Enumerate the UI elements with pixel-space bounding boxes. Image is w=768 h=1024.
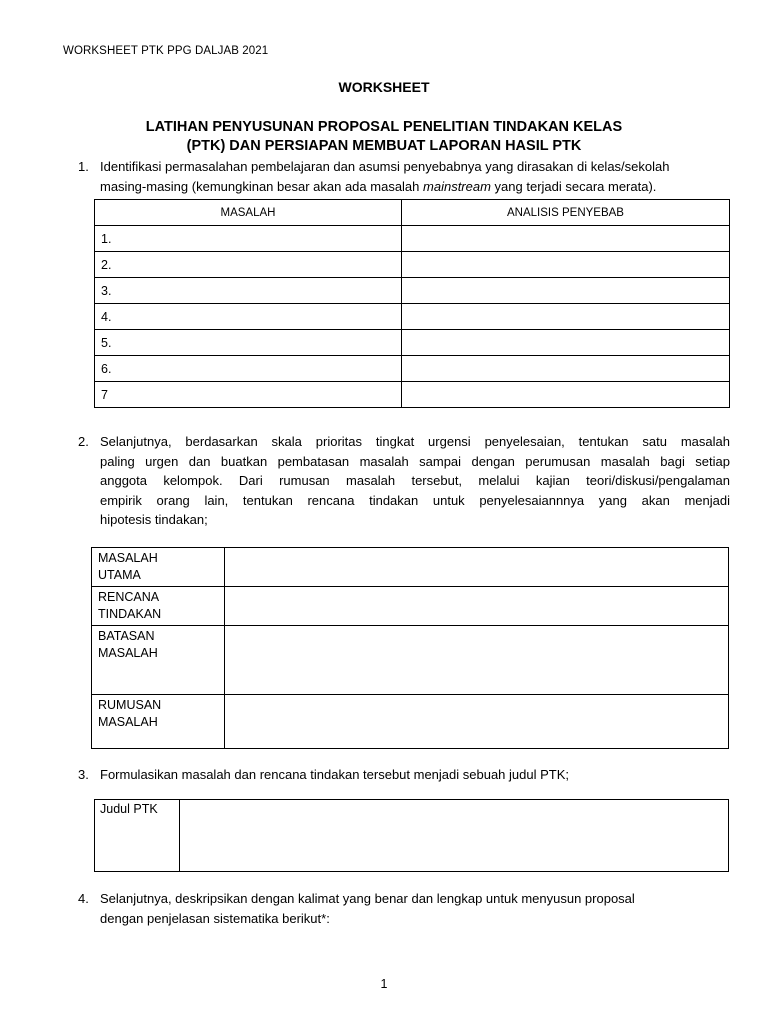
table-row <box>92 695 729 749</box>
instruction-4-line-2: dengan penjelasan sistematika berikut*: <box>100 910 330 926</box>
table-row <box>95 304 730 330</box>
table-row <box>95 278 730 304</box>
analysis-cell[interactable] <box>402 382 730 408</box>
label-rencana-tindakan <box>92 587 225 626</box>
label-line: RENCANA <box>98 590 160 604</box>
instruction-2-line: anggota kelompok. Dari rumusan masalah tersebut, melalui kajian teori/diskusi/pengalaman <box>100 473 730 488</box>
row-number-cell: 6. <box>95 356 402 382</box>
label-line: TINDAKAN <box>98 607 162 621</box>
instruction-4 <box>78 889 730 928</box>
instruction-3-text: Formulasikan masalah dan rencana tindakan tersebut menjadi sebuah judul PTK; <box>100 767 569 782</box>
page-number: 1 <box>380 977 388 991</box>
analysis-cell[interactable] <box>402 356 730 382</box>
subtitle-line-1: LATIHAN PENYUSUNAN PROPOSAL PENELITIAN TINDAKAN KELAS <box>145 119 623 135</box>
label-rumusan-masalah <box>92 695 225 749</box>
instruction-2-line: empirik orang lain, tentukan rencana tindakan untuk penyelesaiannnya yang akan menjadi <box>100 492 730 508</box>
masalah-utama-field[interactable] <box>225 548 729 587</box>
label-line: BATASAN <box>98 629 155 643</box>
instruction-2-line: Selanjutnya, berdasarkan skala prioritas tingkat urgensi penyelesaian, tentukan satu masalah <box>100 434 730 449</box>
instruction-3-number: 3. <box>78 767 89 782</box>
rumusan-masalah-field[interactable] <box>225 695 729 749</box>
column-header-analisis: ANALISIS PENYEBAB <box>402 200 730 226</box>
label-judul-ptk: Judul PTK <box>95 800 180 872</box>
label-line: RUMUSAN <box>98 698 162 712</box>
subtitle-line-2: (PTK) DAN PERSIAPAN MEMBUAT LAPORAN HASIL PTK <box>186 138 582 154</box>
label-line: UTAMA <box>98 568 141 582</box>
judul-ptk-field[interactable] <box>180 800 729 872</box>
instruction-1 <box>78 157 730 196</box>
batasan-masalah-field[interactable] <box>225 626 729 695</box>
table-row <box>95 330 730 356</box>
analysis-cell[interactable] <box>402 226 730 252</box>
column-header-masalah: MASALAH <box>95 200 402 226</box>
table-row <box>95 226 730 252</box>
instruction-2-line: paling urgen dan buatkan pembatasan masalah sampai dengan perumusan masalah bagi setiap <box>100 453 730 469</box>
research-title-table <box>94 799 729 872</box>
instruction-2-line: hipotesis tindakan; <box>100 512 208 527</box>
table-header-row <box>95 200 730 226</box>
table-row <box>95 252 730 278</box>
table-row <box>92 587 729 626</box>
analysis-cell[interactable] <box>402 304 730 330</box>
analysis-cell[interactable] <box>402 278 730 304</box>
label-masalah-utama <box>92 548 225 587</box>
rencana-tindakan-field[interactable] <box>225 587 729 626</box>
label-line: MASALAH <box>98 551 158 565</box>
label-line: MASALAH <box>98 646 158 660</box>
instruction-2 <box>78 432 730 530</box>
row-number-cell: 3. <box>95 278 402 304</box>
instruction-3 <box>78 765 730 785</box>
label-line: MASALAH <box>98 715 158 729</box>
instruction-1-number: 1. <box>78 159 89 174</box>
analysis-cell[interactable] <box>402 252 730 278</box>
running-header: WORKSHEET PTK PPG DALJAB 2021 <box>63 45 269 57</box>
action-plan-table <box>91 547 729 749</box>
table-row <box>95 800 729 872</box>
table-row <box>95 356 730 382</box>
problem-analysis-table <box>94 199 730 408</box>
row-number-cell: 7 <box>95 382 402 408</box>
table-row <box>95 382 730 408</box>
instruction-1-line-2-post: yang terjadi secara merata). <box>490 178 657 194</box>
table-row <box>92 626 729 695</box>
instruction-1-line-1: Identifikasi permasalahan pembelajaran dan asumsi penyebabnya yang dirasakan di kelas/sekolah <box>100 159 670 174</box>
instruction-1-emphasis: mainstream <box>423 178 491 194</box>
row-number-cell: 2. <box>95 252 402 278</box>
row-number-cell: 4. <box>95 304 402 330</box>
analysis-cell[interactable] <box>402 330 730 356</box>
instruction-4-number: 4. <box>78 891 89 906</box>
instruction-1-line-2-pre: masing-masing (kemungkinan besar akan ada masalah <box>100 178 424 194</box>
instruction-1-line-2 <box>100 177 730 197</box>
instruction-2-number: 2. <box>78 434 89 449</box>
row-number-cell: 5. <box>95 330 402 356</box>
instruction-4-line-1: Selanjutnya, deskripsikan dengan kalimat yang benar dan lengkap untuk menyusun proposal <box>100 891 635 906</box>
table-row <box>92 548 729 587</box>
label-batasan-masalah <box>92 626 225 695</box>
row-number-cell: 1. <box>95 226 402 252</box>
worksheet-title: WORKSHEET <box>338 79 430 95</box>
